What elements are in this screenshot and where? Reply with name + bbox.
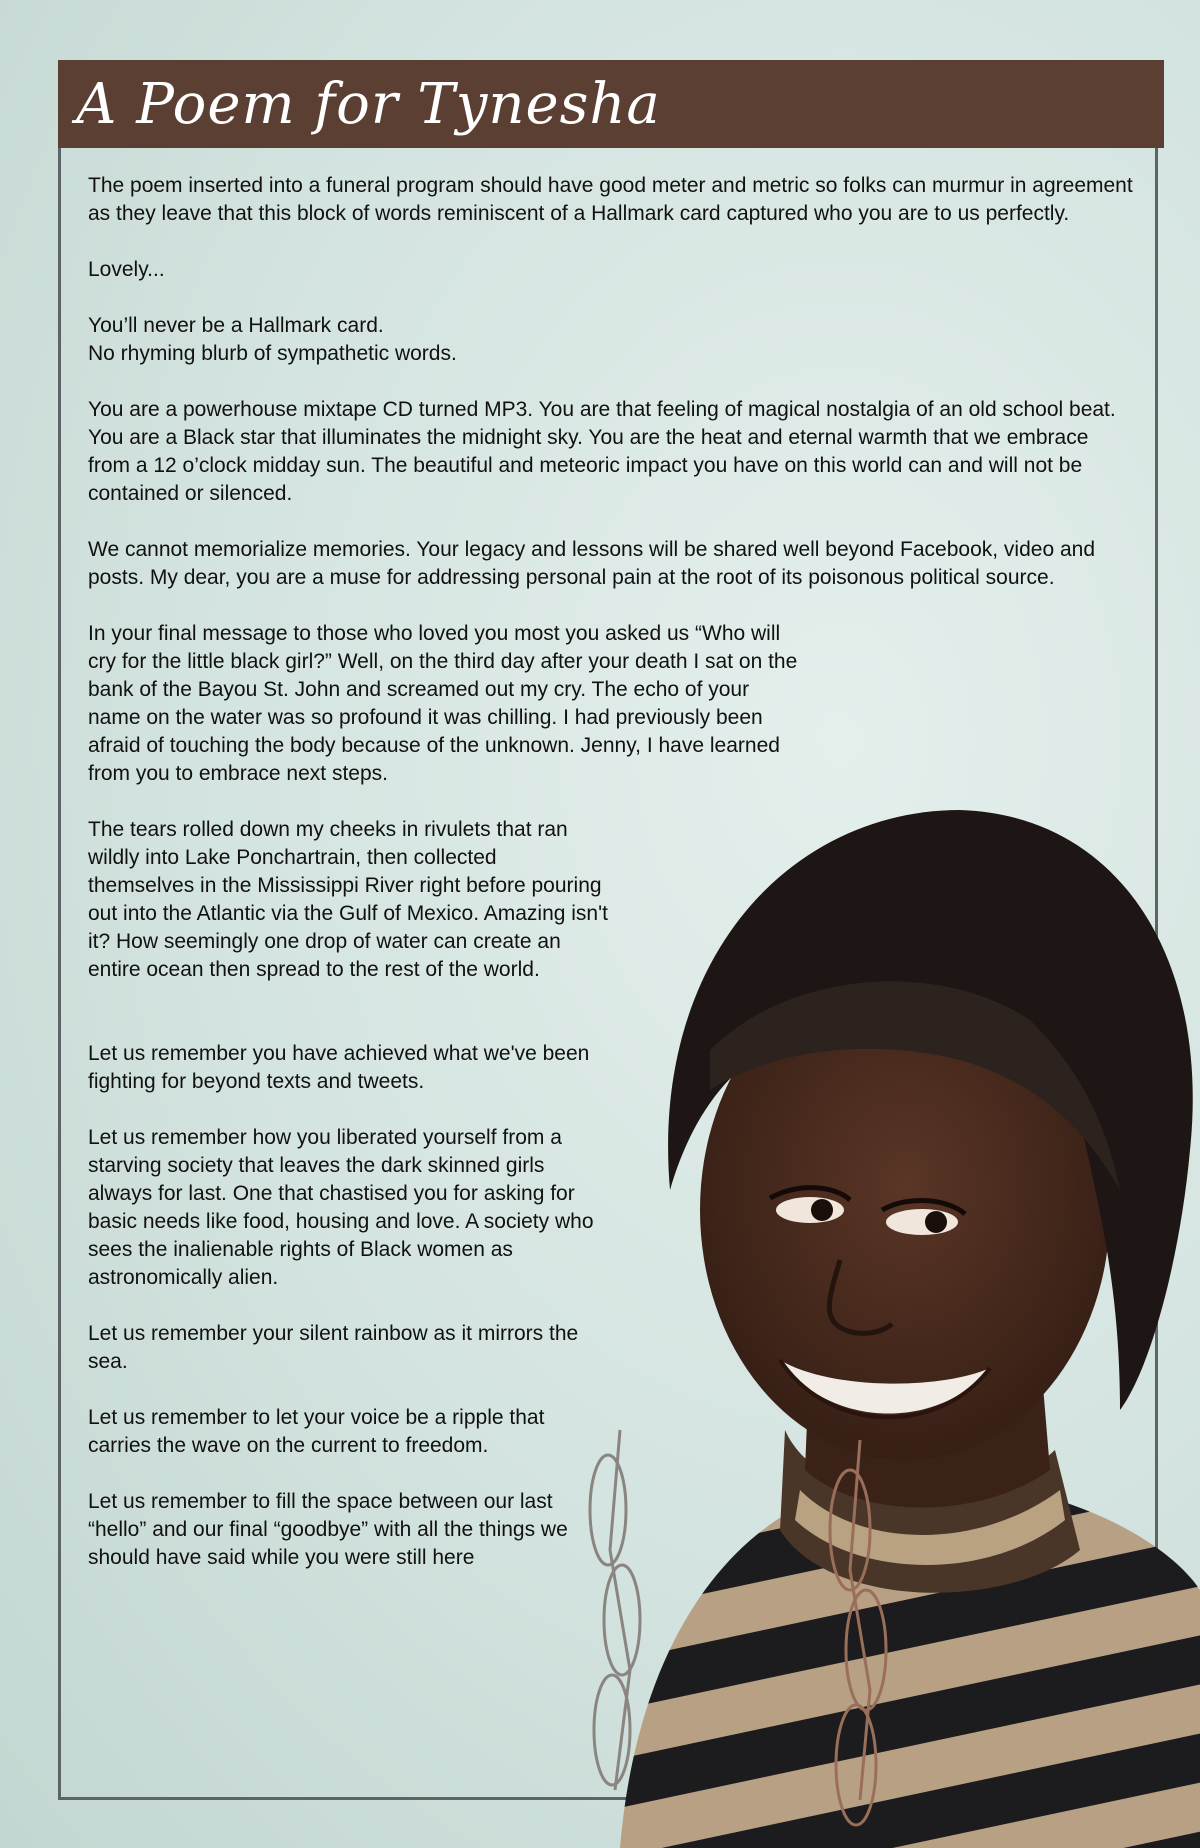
page-title: A Poem for Tynesha xyxy=(76,72,661,137)
poem-paragraph: The poem inserted into a funeral program should have good meter and metric so folks can murmur in agreement as they leave that this block of words reminiscent of a Hallmark card captured who you are to us perfectly. xyxy=(88,174,1133,225)
poem-paragraph: Let us remember how you liberated yourself from a starving society that leaves the dark skinned girls always for last. One that chastised you for asking for basic needs like food, housing and love. A society who sees the inalienable rights of Black women as astronomically alien. xyxy=(88,1126,594,1289)
poem-paragraph: We cannot memorialize memories. Your legacy and lessons will be shared well beyond Facebook, video and posts. My dear, you are a muse for addressing personal pain at the root of its poisonous political source. xyxy=(88,538,1095,589)
poem-paragraph: Let us remember you have achieved what we've been fighting for beyond texts and tweets. xyxy=(88,1042,590,1093)
poem-paragraph: The tears rolled down my cheeks in rivulets that ran wildly into Lake Ponchartrain, then collected themselves in the Mississippi River right before pouring out into the Atlantic via the Gulf of Mexico. Amazing isn't it? How seemingly one drop of water can create an entire ocean then spread to the rest of the world. xyxy=(88,818,608,981)
poem-paragraph: Let us remember to let your voice be a ripple that carries the wave on the current to freedom. xyxy=(88,1406,545,1457)
poem-paragraph: You are a powerhouse mixtape CD turned MP3. You are that feeling of magical nostalgia of an old school beat. You are a Black star that illuminates the midnight sky. You are the heat and eternal warmth that we embrace from a 12 o’clock midday sun. The beautiful and meteoric impact you have on this world can and will not be contained or silenced. xyxy=(88,398,1116,505)
spacer xyxy=(88,1012,1133,1040)
poem-line: No rhyming blurb of sympathetic words. xyxy=(88,342,457,365)
poem-line: You’ll never be a Hallmark card. xyxy=(88,314,384,337)
poem-paragraph: In your final message to those who loved you most you asked us “Who will cry for the little black girl?” Well, on the third day after your death I sat on the bank of the Bayou St. John and screamed out my cry. The echo of your name on the water was so profound it was chilling. I had previously been afraid of touching the body because of the unknown. Jenny, I have learned from you to embrace next steps. xyxy=(88,622,798,785)
poem-paragraph: Let us remember to fill the space between our last “hello” and our final “goodbye” with all the things we should have said while you were still here xyxy=(88,1490,568,1569)
poem-paragraph: Let us remember your silent rainbow as it mirrors the sea. xyxy=(88,1322,579,1373)
poem-paragraph: Lovely... xyxy=(88,258,165,281)
poem-paragraph xyxy=(88,312,1133,368)
poem-text xyxy=(88,172,1133,1600)
